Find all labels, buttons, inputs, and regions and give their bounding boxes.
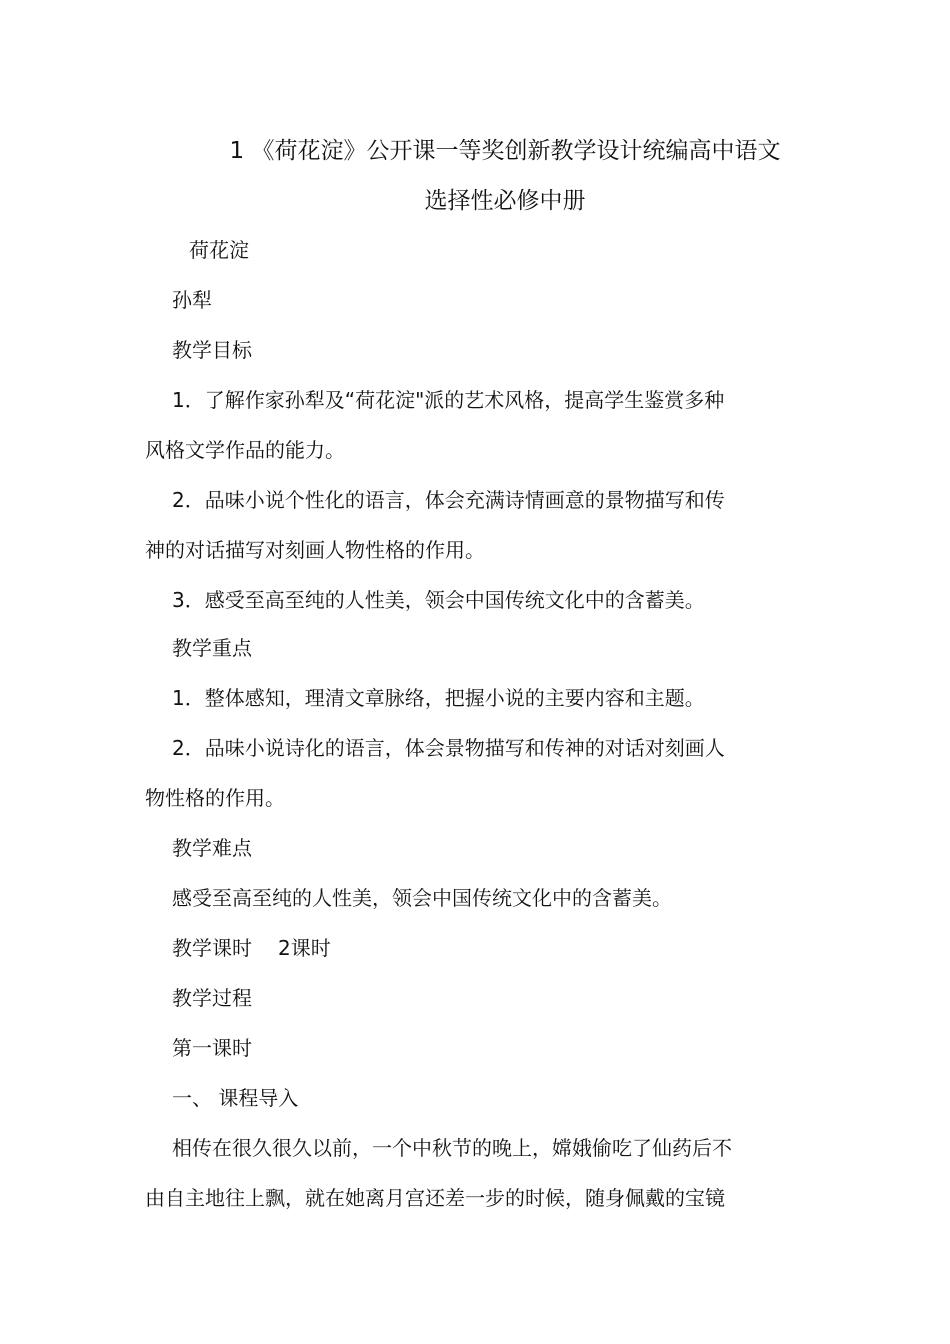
lesson-one-heading: 第一课时: [172, 1036, 252, 1060]
section-one-heading: 一、 课程导入: [172, 1086, 299, 1110]
difficulty-text: 感受至高至纯的人性美，领会中国传统文化中的含蓄美。: [172, 886, 672, 910]
objective-1-line-1: 1．了解作家孙犁及“荷花淀"派的艺术风格，提高学生鉴赏多种: [172, 388, 725, 412]
author: 孙犁: [172, 288, 212, 312]
objective-1-line-2: 风格文学作品的能力。: [145, 438, 345, 462]
teaching-hours: [172, 934, 331, 962]
title-line-2: 选择性必修中册: [424, 188, 586, 214]
subtitle: 荷花淀: [189, 238, 249, 262]
key-point-2-line-2: 物性格的作用。: [145, 786, 285, 810]
objective-2-line-2: 神的对话描写对刻画人物性格的作用。: [145, 538, 485, 562]
objective-3: 3．感受至高至纯的人性美，领会中国传统文化中的含蓄美。: [172, 588, 705, 612]
key-point-2-line-1: 2．品味小说诗化的语言，体会景物描写和传神的对话对刻画人: [172, 736, 725, 760]
objectives-heading: 教学目标: [172, 338, 252, 362]
hours-label: 教学课时: [172, 936, 252, 960]
intro-line-1: 相传在很久很久以前，一个中秋节的晚上，嫦娥偷吃了仙药后不: [172, 1136, 732, 1160]
difficulty-heading: 教学难点: [172, 836, 252, 860]
intro-line-2: 由自主地往上飘，就在她离月宫还差一步的时候，随身佩戴的宝镜: [145, 1186, 725, 1210]
key-point-1: 1．整体感知，理清文章脉络，把握小说的主要内容和主题。: [172, 686, 705, 710]
title-line-1: 1 《荷花淀》公开课一等奖创新教学设计统编高中语文: [229, 138, 781, 164]
key-points-heading: 教学重点: [172, 636, 252, 660]
process-heading: 教学过程: [172, 986, 252, 1010]
objective-2-line-1: 2．品味小说个性化的语言，体会充满诗情画意的景物描写和传: [172, 488, 725, 512]
hours-value: 2课时: [278, 936, 331, 960]
